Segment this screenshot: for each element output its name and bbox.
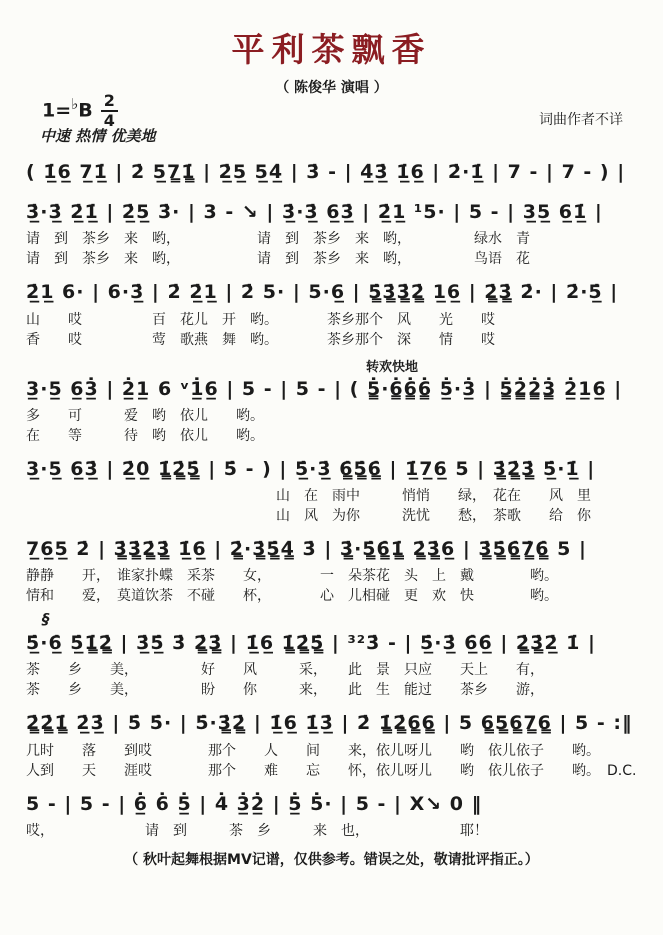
author-credit: 词曲作者不详 [539, 112, 623, 128]
score-line-6 [26, 532, 637, 606]
lyric-line: 山 哎 百 花儿 开 哟。 茶乡那个 风 光 哎 [26, 311, 495, 328]
score-line-1 [26, 155, 637, 189]
notation-line-5: 3̲·5̲ 6̲3̲̇ | 2̲̇0̲ 1̳̇2̳̇5̳̇ | 5̇ - ) | 5̲̇·3̲̇ 6̳̇5̳̇6̳̇ | 1̲̇7̲6̲ 5 | 3̳̇2̳̇3̳̇ 5̲̇·1̲̇ | [26, 457, 596, 480]
score-line-7 [26, 612, 637, 700]
lyric-line: 茶 乡 美， 好 风 采， 此 景 只应 天上 有， [26, 662, 544, 679]
key-signature [42, 93, 118, 129]
notation-line-3: 2̲̇1̲ 6· | 6·3̲̇ | 2̇ 2̲̇1̲ | 2̇ 5· | 5·6̲ | 5̳̇3̳̇3̳̇2̳̇ 1̲6̲ | 2̳̇3̳̇ 2̇· | 2̇·5̲̇ | [26, 281, 619, 304]
page-title: 平利茶飘香 [231, 30, 432, 69]
meter-top: 2 [101, 93, 118, 112]
lyric-line: 请 到 茶乡 来 哟， 请 到 茶乡 来 哟， 绿水 青 [26, 231, 530, 248]
lyric-line: 哎， 请 到 茶 乡 来 也， 耶！ [26, 822, 488, 839]
lyric-line: 几时 落 到哎 那个 人 间 来，依儿呀儿 哟 依儿依子 哟。 [26, 742, 600, 759]
notation-line-1: ( 1̲̇6̲ 7̲1̲̇ | 2̇ 5̲7̳1̳̇ | 2̲̇5̲ 5̲4̲̇ | 3̇ - | 4̲̇3̲̇ 1̲̇6̲ | 2̇·1̲̇ | 7 - | 7 - ) | [26, 161, 626, 183]
time-signature [101, 93, 118, 129]
segno-icon: § [42, 610, 50, 629]
lyric-line: 请 到 茶乡 来 哟， 请 到 茶乡 来 哟， 鸟语 花 [26, 251, 530, 268]
singer-credit: （ 陈俊华 演唱 ） [275, 80, 388, 96]
meta-row [26, 91, 637, 149]
lyric-line: 山 风 为你 洗忧 愁， 茶歌 给 你 [276, 507, 591, 524]
section-annotation: 转欢快地 [366, 359, 419, 375]
notation-line-6: 7̲6̲5̲ 2̇ | 3̳̇3̳̇2̳̇3̳̇ 1̲̇6̲ | 2̳̇·3̳̇5̳̇4̳̇ 3̇ | 3̳̇·5̳̇6̳̇1̳̇ 2̳̇3̳̇6̲ | 3̳̇5̳̇6̳̇7̳̇6̳̇ 5 | [26, 537, 587, 560]
lyric-line: 多 可 爱 哟 依儿 哟。 [26, 407, 264, 424]
notation-line-7: 5̲̇·6̲̇ 5̲̇1̳̇2̳̇ | 3̲̇5̲̇ 3̇ 2̳̇3̳̇ | 1̲̇6̲ 1̳̇2̳̇5̳̇ | ³²3̇ - | 5̲̇·3̲̇ 6̲̇6̲̇ | 2̳̇3̳̇2̲̇ 1̇ | [26, 632, 596, 655]
key-note: B [78, 99, 93, 122]
score-line-5 [26, 452, 637, 526]
notation-line-8: 2̳̇2̳̇1̳̇ 2̲̇3̲̇ | 5̇ 5̇· | 5̇·3̳̇2̳̇ | 1̲̇6̲ 1̲̇3̲̇ | 2̇ 1̳̇2̳̇6̳6̳ | 5 6̳5̳6̳7̳6̳ | 5 - :‖ [26, 712, 633, 735]
lyric-line: 香 哎 莺 歌燕 舞 哟。 茶乡那个 深 情 哎 [26, 331, 495, 348]
lyric-line: 山 在 雨中 悄悄 绿， 花在 风 里 [276, 487, 591, 504]
notation-line-9: 5 - | 5 - | 6̲̇ 6̇ 5̲̇ | 4̇ 3̲̇2̲̇ | 5̲̇ 5̇· | 5 - | X↘ 0 ‖ [26, 792, 483, 815]
footer-note: （ 秋叶起舞根据MV记谱，仅供参考。错误之处，敬请批评指正。） [124, 851, 539, 868]
score-line-8 [26, 706, 637, 780]
flat-icon: ♭ [71, 95, 79, 114]
lyric-line: 在 等 待 哟 依儿 哟。 [26, 427, 264, 444]
key-prefix: 1= [42, 99, 72, 122]
score-line-3 [26, 275, 637, 349]
lyric-line: 茶 乡 美， 盼 你 来， 此 生 能过 茶乡 游， [26, 682, 544, 699]
lyric-line: 人到 天 涯哎 那个 难 忘 怀，依儿呀儿 哟 依儿依子 哟。 D.C. [26, 762, 637, 779]
score-line-9 [26, 787, 637, 841]
notation-line-2: 3̲̇·3̲̇ 2̲̇1̲̇ | 2̲̇5̲ 3̇· | 3 - ↘ | 3̲̇·3̲̇ 6̲3̲̇ | 2̲̇1̲ ¹5· | 5 - | 3̲5̲ 6̲1̲̇ | [26, 201, 603, 224]
lyric-line: 静静 开， 谁家扑蝶 采茶 女， 一 朵茶花 头 上 戴 哟。 [26, 568, 558, 585]
tempo-marking: 中速 热情 优美地 [40, 127, 156, 145]
lyric-line: 情和 爱， 莫道饮茶 不碰 杯， 心 儿相碰 更 欢 快 哟。 [26, 588, 558, 605]
meter-bottom: 4 [103, 111, 115, 130]
score-line-4 [26, 356, 637, 446]
notation-line-4: 3̲·5̲ 6̲3̲̇ | 2̲̇1̲ 6 ᵛ1̲̇6̲ | 5 - | 5 - | ( 5̳̇·6̳̇6̳̇6̳̇ 5̲̇·3̲̇ | 5̳̇2̳̇2̳̇3̳̇ 2̲̇1̲6̲ | [26, 377, 623, 400]
score-line-2 [26, 195, 637, 269]
